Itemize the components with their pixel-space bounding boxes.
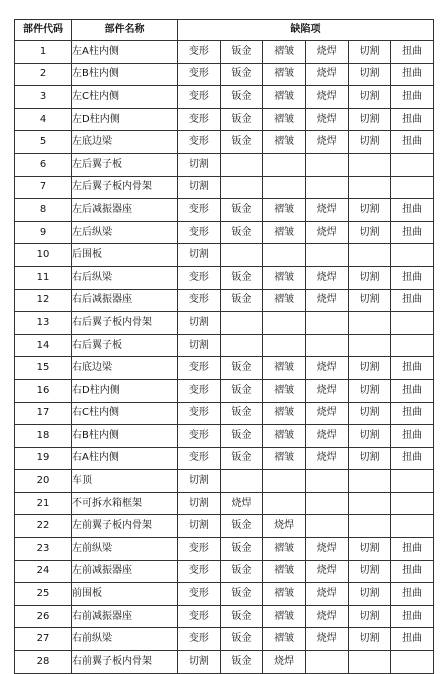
part-code-cell: 16 bbox=[15, 379, 72, 402]
part-name-cell: 左后翼子板内骨架 bbox=[72, 176, 178, 199]
part-name-cell: 左前翼子板内骨架 bbox=[72, 515, 178, 538]
defect-cell: 烧焊 bbox=[305, 425, 348, 448]
defect-cell bbox=[263, 312, 306, 335]
defect-cell bbox=[263, 470, 306, 493]
defect-cell: 烧焊 bbox=[263, 651, 306, 674]
part-code-cell: 25 bbox=[15, 583, 72, 606]
part-code-cell: 12 bbox=[15, 289, 72, 312]
part-code-cell: 17 bbox=[15, 402, 72, 425]
defect-cell: 褶皱 bbox=[263, 447, 306, 470]
part-name-cell: 右前翼子板内骨架 bbox=[72, 651, 178, 674]
part-code-cell: 19 bbox=[15, 447, 72, 470]
part-name-cell: 右后减振器座 bbox=[72, 289, 178, 312]
defect-cell bbox=[348, 651, 391, 674]
defect-cell: 扭曲 bbox=[391, 131, 434, 154]
table-row bbox=[15, 357, 434, 380]
defect-cell bbox=[305, 492, 348, 515]
table-row bbox=[15, 538, 434, 561]
defect-cell bbox=[263, 334, 306, 357]
defect-cell: 变形 bbox=[178, 199, 221, 222]
defect-cell: 烧焊 bbox=[305, 560, 348, 583]
defect-cell: 烧焊 bbox=[305, 628, 348, 651]
defect-cell: 扭曲 bbox=[391, 605, 434, 628]
defect-cell bbox=[391, 312, 434, 335]
defect-cell: 切割 bbox=[178, 651, 221, 674]
defect-cell: 褶皱 bbox=[263, 131, 306, 154]
defect-cell: 烧焊 bbox=[305, 221, 348, 244]
defect-cell: 烧焊 bbox=[305, 63, 348, 86]
defect-cell bbox=[220, 153, 263, 176]
table-row bbox=[15, 651, 434, 674]
defect-cell: 褶皱 bbox=[263, 402, 306, 425]
part-name-cell: 左D柱内侧 bbox=[72, 108, 178, 131]
defect-cell bbox=[305, 312, 348, 335]
part-code-cell: 7 bbox=[15, 176, 72, 199]
part-name-cell: 右底边梁 bbox=[72, 357, 178, 380]
defect-cell: 切割 bbox=[348, 41, 391, 64]
defect-cell: 钣金 bbox=[220, 515, 263, 538]
defect-cell: 切割 bbox=[348, 86, 391, 109]
defect-cell bbox=[348, 334, 391, 357]
part-code-cell: 6 bbox=[15, 153, 72, 176]
defect-cell: 变形 bbox=[178, 425, 221, 448]
defect-cell: 烧焊 bbox=[305, 199, 348, 222]
defect-cell: 扭曲 bbox=[391, 583, 434, 606]
part-name-cell: 右前减振器座 bbox=[72, 605, 178, 628]
defect-cell: 切割 bbox=[348, 199, 391, 222]
defect-cell: 变形 bbox=[178, 221, 221, 244]
table-row bbox=[15, 628, 434, 651]
table-row bbox=[15, 402, 434, 425]
part-name-cell: 左B柱内侧 bbox=[72, 63, 178, 86]
defect-cell: 褶皱 bbox=[263, 289, 306, 312]
defect-cell bbox=[348, 470, 391, 493]
defect-cell: 褶皱 bbox=[263, 108, 306, 131]
defect-cell: 切割 bbox=[348, 357, 391, 380]
defect-cell: 烧焊 bbox=[305, 402, 348, 425]
defect-cell: 褶皱 bbox=[263, 63, 306, 86]
defect-cell bbox=[263, 244, 306, 267]
defect-cell: 变形 bbox=[178, 402, 221, 425]
header-defects: 缺陷项 bbox=[178, 20, 434, 41]
defect-cell: 烧焊 bbox=[305, 266, 348, 289]
table-row bbox=[15, 560, 434, 583]
part-code-cell: 20 bbox=[15, 470, 72, 493]
defect-cell: 烧焊 bbox=[263, 515, 306, 538]
part-code-cell: 5 bbox=[15, 131, 72, 154]
defect-cell: 切割 bbox=[348, 402, 391, 425]
defect-cell: 褶皱 bbox=[263, 605, 306, 628]
defect-cell: 切割 bbox=[348, 425, 391, 448]
defect-cell: 褶皱 bbox=[263, 583, 306, 606]
defect-cell: 烧焊 bbox=[305, 605, 348, 628]
defect-cell bbox=[263, 492, 306, 515]
part-code-cell: 27 bbox=[15, 628, 72, 651]
part-name-cell: 右前纵梁 bbox=[72, 628, 178, 651]
part-code-cell: 4 bbox=[15, 108, 72, 131]
defect-cell: 切割 bbox=[178, 334, 221, 357]
defect-cell: 扭曲 bbox=[391, 447, 434, 470]
defect-cell: 钣金 bbox=[220, 605, 263, 628]
part-code-cell: 23 bbox=[15, 538, 72, 561]
part-name-cell: 左前纵梁 bbox=[72, 538, 178, 561]
part-code-cell: 1 bbox=[15, 41, 72, 64]
part-name-cell: 车顶 bbox=[72, 470, 178, 493]
defect-cell bbox=[348, 244, 391, 267]
part-code-cell: 21 bbox=[15, 492, 72, 515]
defect-cell: 变形 bbox=[178, 63, 221, 86]
defect-cell: 切割 bbox=[348, 538, 391, 561]
part-name-cell: 左A柱内侧 bbox=[72, 41, 178, 64]
defect-cell: 切割 bbox=[178, 153, 221, 176]
defect-cell: 变形 bbox=[178, 289, 221, 312]
part-name-cell: 左C柱内侧 bbox=[72, 86, 178, 109]
part-name-cell: 左后纵梁 bbox=[72, 221, 178, 244]
defect-cell: 钣金 bbox=[220, 583, 263, 606]
table-row bbox=[15, 108, 434, 131]
table-row bbox=[15, 153, 434, 176]
defect-cell: 褶皱 bbox=[263, 538, 306, 561]
part-name-cell: 右后翼子板 bbox=[72, 334, 178, 357]
defect-cell: 变形 bbox=[178, 379, 221, 402]
part-name-cell: 右B柱内侧 bbox=[72, 425, 178, 448]
part-name-cell: 右C柱内侧 bbox=[72, 402, 178, 425]
table-row bbox=[15, 289, 434, 312]
part-code-cell: 10 bbox=[15, 244, 72, 267]
defect-cell: 钣金 bbox=[220, 266, 263, 289]
defect-cell bbox=[391, 244, 434, 267]
defect-cell: 烧焊 bbox=[305, 86, 348, 109]
table-row bbox=[15, 176, 434, 199]
defect-cell: 褶皱 bbox=[263, 628, 306, 651]
defect-cell bbox=[348, 515, 391, 538]
defect-cell: 扭曲 bbox=[391, 357, 434, 380]
defect-cell bbox=[220, 176, 263, 199]
table-row bbox=[15, 334, 434, 357]
defect-cell bbox=[348, 153, 391, 176]
table-row bbox=[15, 41, 434, 64]
defect-cell: 钣金 bbox=[220, 560, 263, 583]
defect-cell: 扭曲 bbox=[391, 560, 434, 583]
table-row bbox=[15, 86, 434, 109]
defect-cell: 切割 bbox=[348, 108, 391, 131]
defect-cell: 变形 bbox=[178, 131, 221, 154]
part-code-cell: 28 bbox=[15, 651, 72, 674]
defect-cell: 变形 bbox=[178, 266, 221, 289]
defect-cell: 切割 bbox=[178, 470, 221, 493]
defect-cell: 切割 bbox=[348, 221, 391, 244]
defect-cell: 切割 bbox=[348, 583, 391, 606]
defect-cell bbox=[348, 176, 391, 199]
defect-cell: 变形 bbox=[178, 628, 221, 651]
defect-cell bbox=[391, 515, 434, 538]
defect-cell bbox=[348, 312, 391, 335]
part-code-cell: 18 bbox=[15, 425, 72, 448]
defect-cell: 扭曲 bbox=[391, 628, 434, 651]
part-name-cell: 右A柱内侧 bbox=[72, 447, 178, 470]
defect-cell: 切割 bbox=[348, 628, 391, 651]
defect-cell: 烧焊 bbox=[305, 379, 348, 402]
defect-cell bbox=[348, 492, 391, 515]
defect-cell: 褶皱 bbox=[263, 86, 306, 109]
part-code-cell: 26 bbox=[15, 605, 72, 628]
defect-cell: 烧焊 bbox=[305, 447, 348, 470]
table-row bbox=[15, 515, 434, 538]
defect-cell bbox=[391, 651, 434, 674]
defect-cell bbox=[220, 244, 263, 267]
defect-cell: 钣金 bbox=[220, 357, 263, 380]
defect-cell: 钣金 bbox=[220, 131, 263, 154]
part-code-cell: 3 bbox=[15, 86, 72, 109]
part-code-cell: 13 bbox=[15, 312, 72, 335]
part-name-cell: 右后翼子板内骨架 bbox=[72, 312, 178, 335]
table-row bbox=[15, 605, 434, 628]
table-row bbox=[15, 425, 434, 448]
defect-cell: 钣金 bbox=[220, 108, 263, 131]
defect-cell: 钣金 bbox=[220, 425, 263, 448]
defect-cell: 烧焊 bbox=[305, 538, 348, 561]
defect-cell: 钣金 bbox=[220, 628, 263, 651]
part-code-cell: 22 bbox=[15, 515, 72, 538]
table-row bbox=[15, 379, 434, 402]
table-row bbox=[15, 492, 434, 515]
defect-cell: 变形 bbox=[178, 447, 221, 470]
defect-cell bbox=[305, 244, 348, 267]
defect-cell: 扭曲 bbox=[391, 221, 434, 244]
defect-cell: 切割 bbox=[348, 447, 391, 470]
defect-cell: 切割 bbox=[348, 379, 391, 402]
defect-cell: 扭曲 bbox=[391, 63, 434, 86]
part-name-cell: 右后纵梁 bbox=[72, 266, 178, 289]
defect-cell: 钣金 bbox=[220, 41, 263, 64]
defect-cell bbox=[305, 153, 348, 176]
defect-cell bbox=[220, 334, 263, 357]
defect-cell: 褶皱 bbox=[263, 199, 306, 222]
defect-cell: 钣金 bbox=[220, 402, 263, 425]
defect-cell: 扭曲 bbox=[391, 266, 434, 289]
header-part-code: 部件代码 bbox=[15, 20, 72, 41]
part-name-cell: 左后翼子板 bbox=[72, 153, 178, 176]
defect-cell: 扭曲 bbox=[391, 86, 434, 109]
defect-cell bbox=[220, 470, 263, 493]
defect-cell: 钣金 bbox=[220, 289, 263, 312]
defect-cell: 褶皱 bbox=[263, 560, 306, 583]
table-row bbox=[15, 470, 434, 493]
defect-cell: 烧焊 bbox=[220, 492, 263, 515]
defect-cell: 切割 bbox=[178, 312, 221, 335]
table-row bbox=[15, 131, 434, 154]
defect-cell: 钣金 bbox=[220, 221, 263, 244]
defect-cell: 扭曲 bbox=[391, 289, 434, 312]
table-row bbox=[15, 583, 434, 606]
defect-cell: 烧焊 bbox=[305, 289, 348, 312]
defect-cell: 扭曲 bbox=[391, 41, 434, 64]
defect-cell: 钣金 bbox=[220, 651, 263, 674]
defect-cell: 变形 bbox=[178, 538, 221, 561]
defect-cell: 扭曲 bbox=[391, 199, 434, 222]
part-code-cell: 24 bbox=[15, 560, 72, 583]
table-row bbox=[15, 221, 434, 244]
part-code-cell: 2 bbox=[15, 63, 72, 86]
defect-cell: 扭曲 bbox=[391, 379, 434, 402]
defect-cell: 钣金 bbox=[220, 379, 263, 402]
defect-cell bbox=[263, 176, 306, 199]
defect-cell: 切割 bbox=[178, 492, 221, 515]
defect-cell: 切割 bbox=[348, 131, 391, 154]
defect-cell: 钣金 bbox=[220, 63, 263, 86]
defect-cell: 烧焊 bbox=[305, 583, 348, 606]
table-body bbox=[15, 41, 434, 674]
part-code-cell: 14 bbox=[15, 334, 72, 357]
defect-cell: 钣金 bbox=[220, 538, 263, 561]
defect-cell: 切割 bbox=[348, 605, 391, 628]
defect-cell bbox=[305, 334, 348, 357]
part-name-cell: 后围板 bbox=[72, 244, 178, 267]
header-part-name: 部件名称 bbox=[72, 20, 178, 41]
defect-cell bbox=[391, 492, 434, 515]
defect-cell: 烧焊 bbox=[305, 357, 348, 380]
defect-cell: 变形 bbox=[178, 357, 221, 380]
defect-cell: 褶皱 bbox=[263, 357, 306, 380]
defect-cell bbox=[263, 153, 306, 176]
defect-cell: 切割 bbox=[178, 244, 221, 267]
part-name-cell: 前围板 bbox=[72, 583, 178, 606]
part-name-cell: 左前减振器座 bbox=[72, 560, 178, 583]
defect-cell: 切割 bbox=[178, 515, 221, 538]
defect-cell: 变形 bbox=[178, 108, 221, 131]
part-code-cell: 9 bbox=[15, 221, 72, 244]
part-code-cell: 8 bbox=[15, 199, 72, 222]
defect-cell: 烧焊 bbox=[305, 131, 348, 154]
defect-cell: 变形 bbox=[178, 86, 221, 109]
defect-cell: 褶皱 bbox=[263, 379, 306, 402]
defect-cell: 烧焊 bbox=[305, 41, 348, 64]
defect-cell: 扭曲 bbox=[391, 425, 434, 448]
defect-cell: 钣金 bbox=[220, 199, 263, 222]
table-row bbox=[15, 199, 434, 222]
defect-cell: 褶皱 bbox=[263, 266, 306, 289]
defect-cell: 变形 bbox=[178, 605, 221, 628]
defect-cell: 切割 bbox=[348, 63, 391, 86]
defect-cell: 切割 bbox=[348, 289, 391, 312]
defect-cell: 切割 bbox=[348, 560, 391, 583]
defect-cell: 扭曲 bbox=[391, 538, 434, 561]
table-row bbox=[15, 266, 434, 289]
header-row bbox=[15, 20, 434, 41]
defect-cell: 变形 bbox=[178, 560, 221, 583]
defect-cell bbox=[305, 176, 348, 199]
part-name-cell: 左后减振器座 bbox=[72, 199, 178, 222]
defect-cell: 褶皱 bbox=[263, 221, 306, 244]
defect-cell: 褶皱 bbox=[263, 425, 306, 448]
defect-cell: 切割 bbox=[178, 176, 221, 199]
defect-cell bbox=[391, 334, 434, 357]
part-name-cell: 右D柱内侧 bbox=[72, 379, 178, 402]
defect-cell bbox=[305, 651, 348, 674]
defect-cell: 变形 bbox=[178, 583, 221, 606]
defect-cell: 钣金 bbox=[220, 447, 263, 470]
defect-cell bbox=[305, 515, 348, 538]
defect-cell: 扭曲 bbox=[391, 402, 434, 425]
table-header bbox=[15, 20, 434, 41]
defect-cell bbox=[391, 176, 434, 199]
part-code-cell: 15 bbox=[15, 357, 72, 380]
defect-cell: 扭曲 bbox=[391, 108, 434, 131]
defect-cell bbox=[305, 470, 348, 493]
table-row bbox=[15, 63, 434, 86]
table-row bbox=[15, 447, 434, 470]
defect-cell: 钣金 bbox=[220, 86, 263, 109]
defect-cell bbox=[220, 312, 263, 335]
table-row bbox=[15, 312, 434, 335]
defect-cell: 变形 bbox=[178, 41, 221, 64]
defect-cell: 褶皱 bbox=[263, 41, 306, 64]
defect-cell bbox=[391, 153, 434, 176]
part-name-cell: 不可拆水箱框架 bbox=[72, 492, 178, 515]
table-row bbox=[15, 244, 434, 267]
defect-cell bbox=[391, 470, 434, 493]
parts-defect-table bbox=[14, 19, 434, 674]
defect-cell: 烧焊 bbox=[305, 108, 348, 131]
part-name-cell: 左底边梁 bbox=[72, 131, 178, 154]
part-code-cell: 11 bbox=[15, 266, 72, 289]
defect-cell: 切割 bbox=[348, 266, 391, 289]
